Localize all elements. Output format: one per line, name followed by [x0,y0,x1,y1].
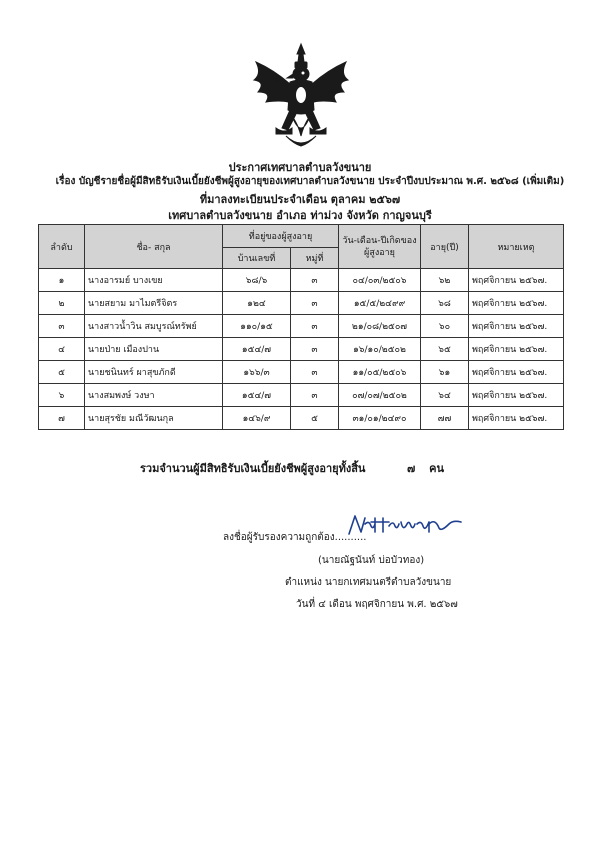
cell-age: ๖๒ [421,269,469,292]
header-house-no: บ้านเลขที่ [223,248,291,269]
header-age: อายุ(ปี) [421,225,469,269]
summary-unit: คน [429,462,445,475]
table-row [39,269,564,292]
cell-no: ๕ [39,361,85,384]
header-birth-date: วัน-เดือน-ปีเกิดของผู้สูงอายุ [339,225,421,269]
cell-age: ๖๔ [421,384,469,407]
cell-village: ๓ [291,315,339,338]
header-no: ลำดับ [39,225,85,269]
header-note: หมายเหตุ [469,225,564,269]
cell-birth-date: ๐๗/๐๗/๒๕๐๒ [339,384,421,407]
cell-name: นางสมพงษ์ วงษา [85,384,223,407]
cell-name: นายชนินทร์ ผาสุขภักดี [85,361,223,384]
table-row [39,292,564,315]
cell-village: ๓ [291,269,339,292]
cell-name: นายป่าย เมืองปาน [85,338,223,361]
cell-name: นางสาวน้ำวิน สมบูรณ์ทรัพย์ [85,315,223,338]
table-row [39,361,564,384]
cell-note: พฤศจิกายน ๒๕๖๗. [469,384,564,407]
cell-birth-date: ๑๖/๑๐/๒๕๐๒ [339,338,421,361]
cell-no: ๓ [39,315,85,338]
cell-birth-date: ๐๔/๐๓/๒๕๐๖ [339,269,421,292]
cell-no: ๑ [39,269,85,292]
cell-age: ๖๘ [421,292,469,315]
cell-note: พฤศจิกายน ๒๕๖๗. [469,315,564,338]
summary-line [140,459,444,477]
handwritten-signature [345,510,465,540]
cell-note: พฤศจิกายน ๒๕๖๗. [469,292,564,315]
cell-village: ๓ [291,361,339,384]
cell-village: ๓ [291,384,339,407]
cell-note: พฤศจิกายน ๒๕๖๗. [469,361,564,384]
cell-birth-date: ๑๑/๐๕/๒๕๐๖ [339,361,421,384]
cell-no: ๔ [39,338,85,361]
header-address: ที่อยู่ของผู้สูงอายุ [223,225,339,248]
table-row [39,315,564,338]
cell-name: นายสยาม มาไมตรีจิตร [85,292,223,315]
document-date: วันที่ ๔ เดือน พฤศจิกายน พ.ศ. ๒๕๖๗ [296,599,458,610]
register-month: ที่มาลงทะเบียนประจำเดือน ตุลาคม ๒๕๖๗ [199,193,401,206]
summary-label: รวมจำนวนผู้มีสิทธิรับเงินเบี้ยยังชีพผู้สูงอายุทั้งสิ้น [140,462,366,475]
table-row [39,384,564,407]
table-row [39,338,564,361]
cell-house-no: ๑๒๔ [223,292,291,315]
cell-age: ๗๗ [421,407,469,430]
cell-name: นายสุรชัย มณีวัฒนกุล [85,407,223,430]
garuda-emblem-icon [246,40,356,152]
cell-house-no: ๑๕๔/๗ [223,338,291,361]
cell-birth-date: ๓๑/๐๑/๒๔๙๐ [339,407,421,430]
cell-house-no: ๑๔๖/๙ [223,407,291,430]
location-line: เทศบาลตำบลวังขนาย อำเภอ ท่าม่วง จังหวัด กาญจนบุรี [168,209,432,222]
cell-birth-date: ๒๑/๐๘/๒๕๐๗ [339,315,421,338]
certifier-label: ลงชื่อผู้รับรองความถูกต้อง.......... [223,532,367,543]
cell-house-no: ๑๑๐/๑๕ [223,315,291,338]
cell-no: ๒ [39,292,85,315]
cell-name: นางอารมย์ บางเขย [85,269,223,292]
cell-age: ๖๐ [421,315,469,338]
cell-note: พฤศจิกายน ๒๕๖๗. [469,269,564,292]
cell-no: ๗ [39,407,85,430]
cell-house-no: ๑๖๖/๓ [223,361,291,384]
document-subject: เรื่อง บัญชีรายชื่อผู้มีสิทธิรับเงินเบี้ยยังชีพผู้สูงอายุของเทศบาลตำบลวังขนาย ประจำปีงบประมาณ พ.ศ. ๒๕๖๘ (เพิ่มเติม) [55,176,565,187]
cell-age: ๖๕ [421,338,469,361]
cell-birth-date: ๑๕/๕/๒๔๙๙ [339,292,421,315]
cell-village: ๓ [291,292,339,315]
certifier-name: (นายณัฐนันท์ บ่อบัวทอง) [318,555,425,566]
table-row [39,407,564,430]
header-name: ชื่อ- สกุล [85,225,223,269]
cell-note: พฤศจิกายน ๒๕๖๗. [469,407,564,430]
cell-no: ๖ [39,384,85,407]
cell-village: ๓ [291,338,339,361]
summary-count: ๗ [407,462,416,475]
cell-house-no: ๖๘/๖ [223,269,291,292]
cell-note: พฤศจิกายน ๒๕๖๗. [469,338,564,361]
cell-village: ๕ [291,407,339,430]
cell-house-no: ๑๕๔/๗ [223,384,291,407]
document-title: ประกาศเทศบาลตำบลวังขนาย [228,161,372,174]
certifier-position: ตำแหน่ง นายกเทศมนตรีตำบลวังขนาย [285,577,452,588]
elderly-allowance-table [38,224,564,430]
header-village: หมู่ที่ [291,248,339,269]
cell-age: ๖๑ [421,361,469,384]
